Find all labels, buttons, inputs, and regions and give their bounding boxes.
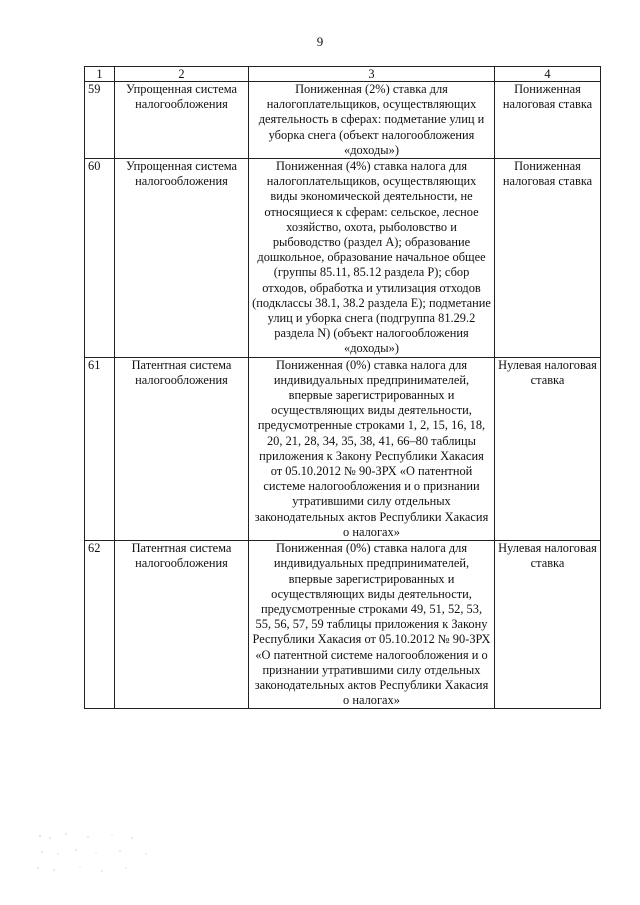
description-cell: Пониженная (0%) ставка налога для индивидуальных предпринимателей, впервые зарегистрированных и осуществляющих виды деятельности, предусмотренные строками 1, 2, 15, 16, 18, 20, 21, 28, 34, 35, 38, 41, 66–80 таблицы приложения к Закону Республики Хакасия от 05.10.2012 № 90-ЗРХ «О патентной системе налогообложения и о признании утратившими силу отдельных законодательных актов Республики Хакасия о налогах» <box>249 357 495 540</box>
row-number: 61 <box>85 357 115 540</box>
tax-system-cell: Упрощенная система налогообложения <box>115 159 249 358</box>
tax-benefits-table <box>84 66 601 709</box>
description-cell: Пониженная (0%) ставка налога для индивидуальных предпринимателей, впервые зарегистрированных и осуществляющих виды деятельности, предусмотренные строками 49, 51, 52, 53, 55, 56, 57, 59 таблицы приложения к Закону Республики Хакасия от 05.10.2012 № 90-ЗРХ «О патентной системе налогообложения и о признании утратившими силу отдельных законодательных актов Республики Хакасия о налогах» <box>249 541 495 709</box>
column-header-4: 4 <box>495 67 601 82</box>
table-row <box>85 541 601 709</box>
benefit-type-cell: Нулевая налоговая ставка <box>495 541 601 709</box>
table-row <box>85 159 601 358</box>
tax-system-cell: Упрощенная система налогообложения <box>115 82 249 159</box>
column-header-1: 1 <box>85 67 115 82</box>
table-row <box>85 82 601 159</box>
benefit-type-cell: Нулевая налоговая ставка <box>495 357 601 540</box>
page-number: 9 <box>316 34 324 49</box>
tax-system-cell: Патентная система налогообложения <box>115 541 249 709</box>
row-number: 62 <box>85 541 115 709</box>
row-number: 60 <box>85 159 115 358</box>
benefit-type-cell: Пониженная налоговая ставка <box>495 82 601 159</box>
description-cell: Пониженная (4%) ставка налога для налогоплательщиков, осуществляющих виды экономической деятельности, не относящиеся к сферам: сельское, лесное хозяйство, охота, рыболовство и рыбоводство (раздел А); образование дошкольное, образование начальное общее (группы 85.11, 85.12 раздела Р); сбор отходов, обработка и утилизация отходов (подклассы 38.1, 38.2 раздела Е); подметание улиц и уборка снега (подгруппа 81.29.2 раздела N) (объект налогообложения «доходы») <box>249 159 495 358</box>
scan-artifact-dots <box>36 830 156 880</box>
row-number: 59 <box>85 82 115 159</box>
column-header-3: 3 <box>249 67 495 82</box>
table-header-row <box>85 67 601 82</box>
column-header-2: 2 <box>115 67 249 82</box>
description-cell: Пониженная (2%) ставка для налогоплательщиков, осуществляющих деятельность в сферах: подметание улиц и уборка снега (объект налогообложения «доходы») <box>249 82 495 159</box>
tax-system-cell: Патентная система налогообложения <box>115 357 249 540</box>
table-row <box>85 357 601 540</box>
benefit-type-cell: Пониженная налоговая ставка <box>495 159 601 358</box>
